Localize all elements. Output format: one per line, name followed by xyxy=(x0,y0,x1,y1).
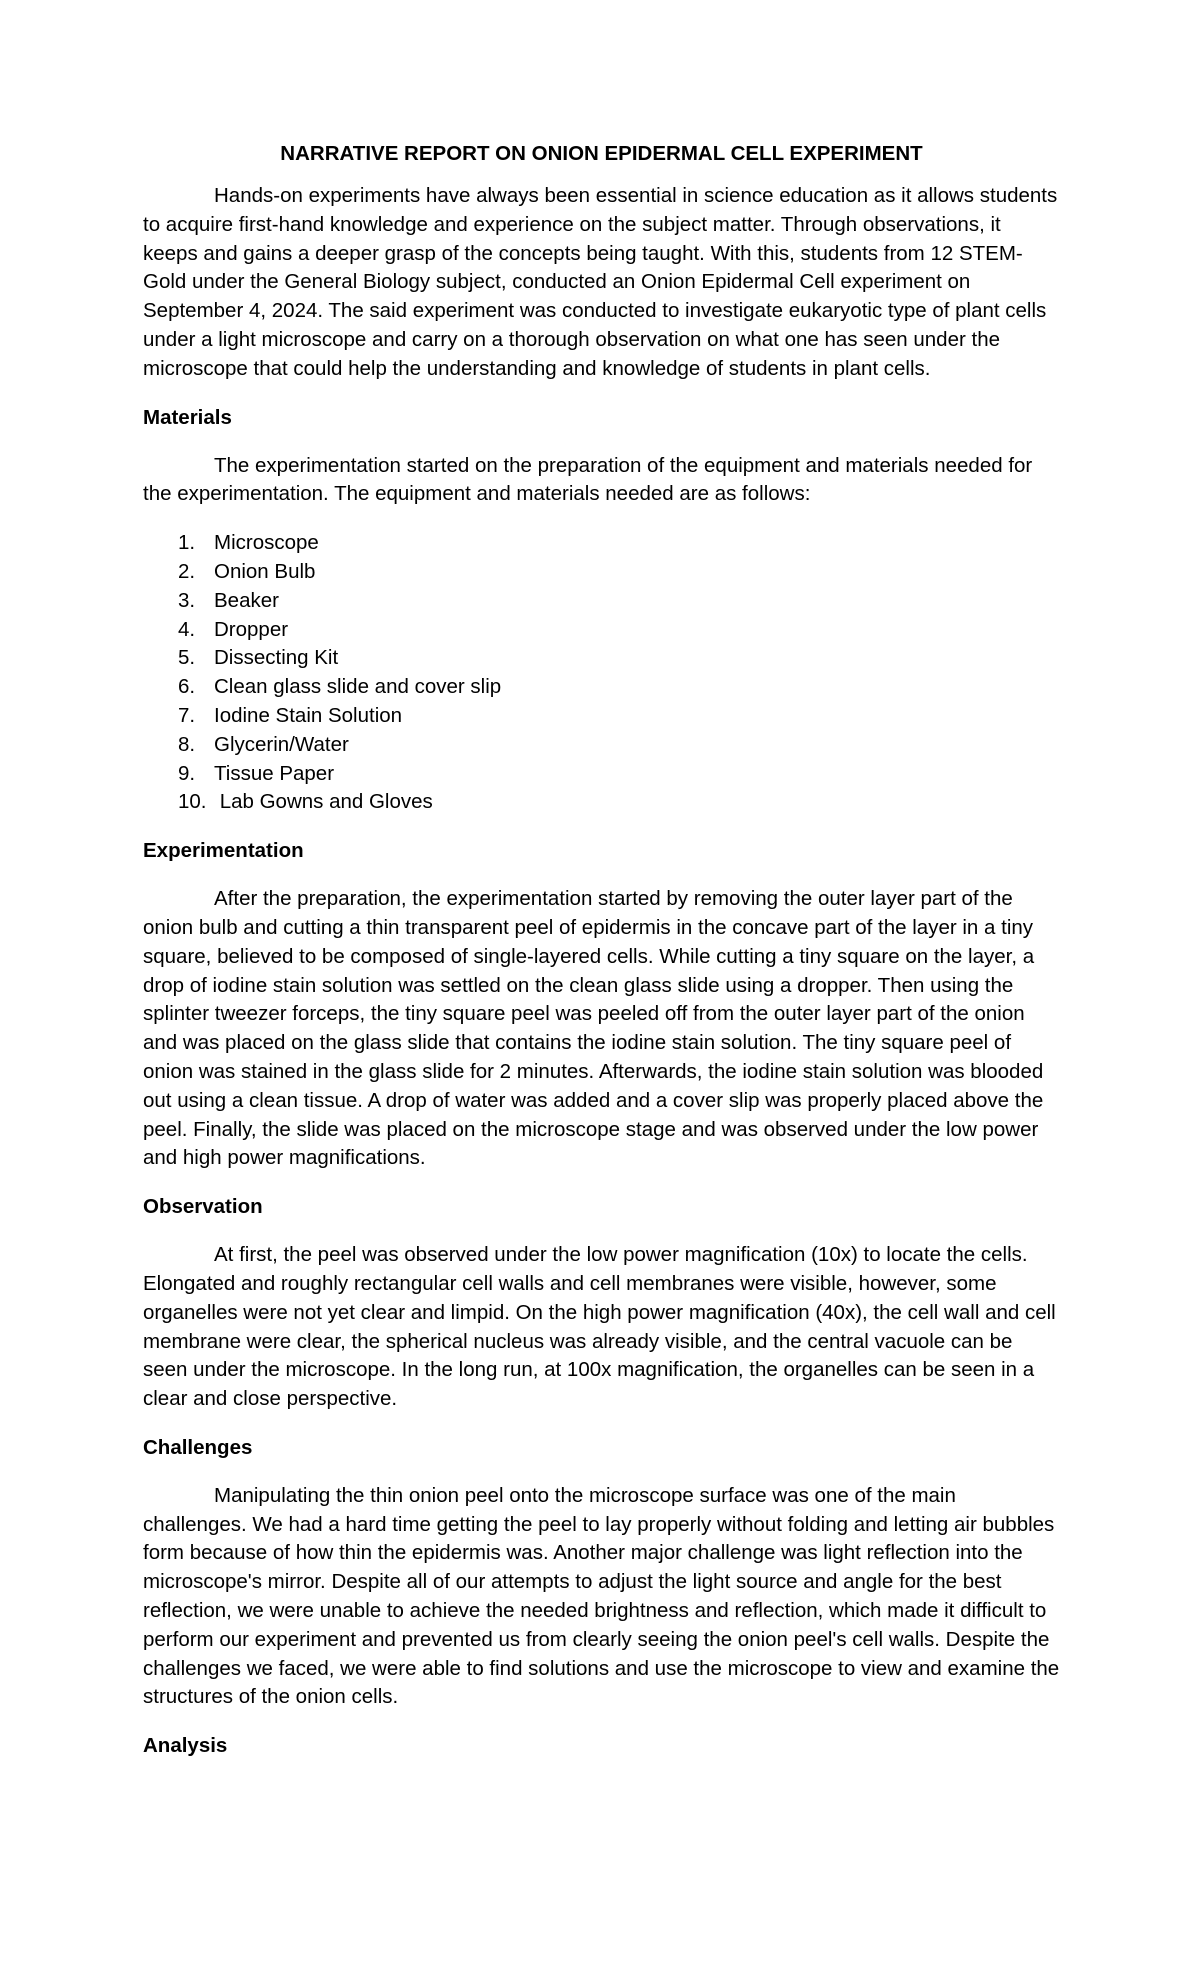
intro-paragraph: Hands-on experiments have always been essential in science education as it allows students to acquire first-hand knowledge and experience on the subject matter. Through observations, it keeps and gains a deeper grasp of the concepts being taught. With this, students from 12 STEM- Gold under the General Biology subject, conducted an Onion Epidermal Cell experiment on September 4, 2024. The said experiment was conducted to investigate eukaryotic type of plant cells under a light microscope and carry on a thorough observation on what one has seen under the microscope that could help the understanding and knowledge of students in plant cells. xyxy=(143,184,1058,380)
list-item-label: Glycerin/Water xyxy=(214,732,349,756)
list-item-number: 7. xyxy=(178,703,196,727)
list-item-label: Tissue Paper xyxy=(214,761,335,785)
experimentation-paragraph: After the preparation, the experimentation started by removing the outer layer part of the onion bulb and cutting a thin transparent peel of epidermis in the concave part of the layer in a tiny square, believed to be composed of single-layered cells. While cutting a tiny square on the layer, a drop of iodine stain solution was settled on the clean glass slide using a dropper. Then using the splinter tweezer forceps, the tiny square peel was peeled off from the outer layer part of the onion and was placed on the glass slide that contains the iodine stain solution. The tiny square peel of onion was stained in the glass slide for 2 minutes. Afterwards, the iodine stain solution was blooded out using a clean tissue. A drop of water was added and a cover slip was properly placed above the peel. Finally, the slide was placed on the microscope stage and was observed under the low power and high power magnifications. xyxy=(143,887,1044,1170)
analysis-heading: Analysis xyxy=(143,1734,228,1758)
list-item-number: 4. xyxy=(178,617,196,641)
document-title: NARRATIVE REPORT ON ONION EPIDERMAL CELL EXPERIMENT xyxy=(280,142,923,165)
list-item-label: Onion Bulb xyxy=(214,559,316,583)
list-item xyxy=(143,702,1060,731)
list-item-number: 10. xyxy=(178,790,207,814)
list-item xyxy=(143,644,1060,673)
observation-heading: Observation xyxy=(143,1195,263,1219)
list-item-number: 5. xyxy=(178,646,196,670)
observation-paragraph: At first, the peel was observed under the low power magnification (10x) to locate the cells. Elongated and roughly rectangular cell walls and cell membranes were visible, however, some organelles were not yet clear and limpid. On the high power magnification (40x), the cell wall and cell membrane were clear, the spherical nucleus was already visible, and the central vacuole can be seen under the microscope. In the long run, at 100x magnification, the organelles can be seen in a clear and close perspective. xyxy=(143,1243,1056,1411)
list-item-number: 8. xyxy=(178,732,196,756)
list-item xyxy=(143,731,1060,760)
list-item-label: Clean glass slide and cover slip xyxy=(214,675,502,699)
document-page xyxy=(143,140,1060,1780)
list-item-number: 9. xyxy=(178,761,196,785)
list-item-number: 1. xyxy=(178,531,196,555)
list-item-label: Iodine Stain Solution xyxy=(214,703,403,727)
list-item-number: 2. xyxy=(178,559,196,583)
materials-heading: Materials xyxy=(143,405,232,429)
list-item-label: Dissecting Kit xyxy=(214,646,339,670)
list-item-number: 3. xyxy=(178,588,196,612)
list-item xyxy=(143,587,1060,616)
challenges-heading: Challenges xyxy=(143,1435,253,1459)
materials-paragraph: The experimentation started on the preparation of the equipment and materials needed for the experimentation. The equipment and materials needed are as follows: xyxy=(143,453,1033,506)
list-item xyxy=(143,529,1060,558)
list-item-label: Beaker xyxy=(214,588,279,612)
list-item-label: Lab Gowns and Gloves xyxy=(214,790,433,814)
challenges-paragraph: Manipulating the thin onion peel onto the microscope surface was one of the main challenges. We had a hard time getting the peel to lay properly without folding and letting air bubbles form because of how thin the epidermis was. Another major challenge was light reflection into the microscope's mirror. Despite all of our attempts to adjust the light source and angle for the best reflection, we were unable to achieve the needed brightness and reflection, which made it difficult to perform our experiment and prevented us from clearly seeing the onion peel's cell walls. Despite the challenges we faced, we were able to find solutions and use the microscope to view and examine the structures of the onion cells. xyxy=(143,1483,1060,1709)
list-item xyxy=(143,673,1060,702)
materials-list xyxy=(143,529,1060,817)
experimentation-heading: Experimentation xyxy=(143,839,304,863)
list-item xyxy=(143,616,1060,645)
list-item-label: Microscope xyxy=(214,531,319,555)
list-item-label: Dropper xyxy=(214,617,289,641)
list-item xyxy=(143,558,1060,587)
list-item xyxy=(143,760,1060,789)
list-item xyxy=(143,788,1060,817)
list-item-number: 6. xyxy=(178,675,196,699)
